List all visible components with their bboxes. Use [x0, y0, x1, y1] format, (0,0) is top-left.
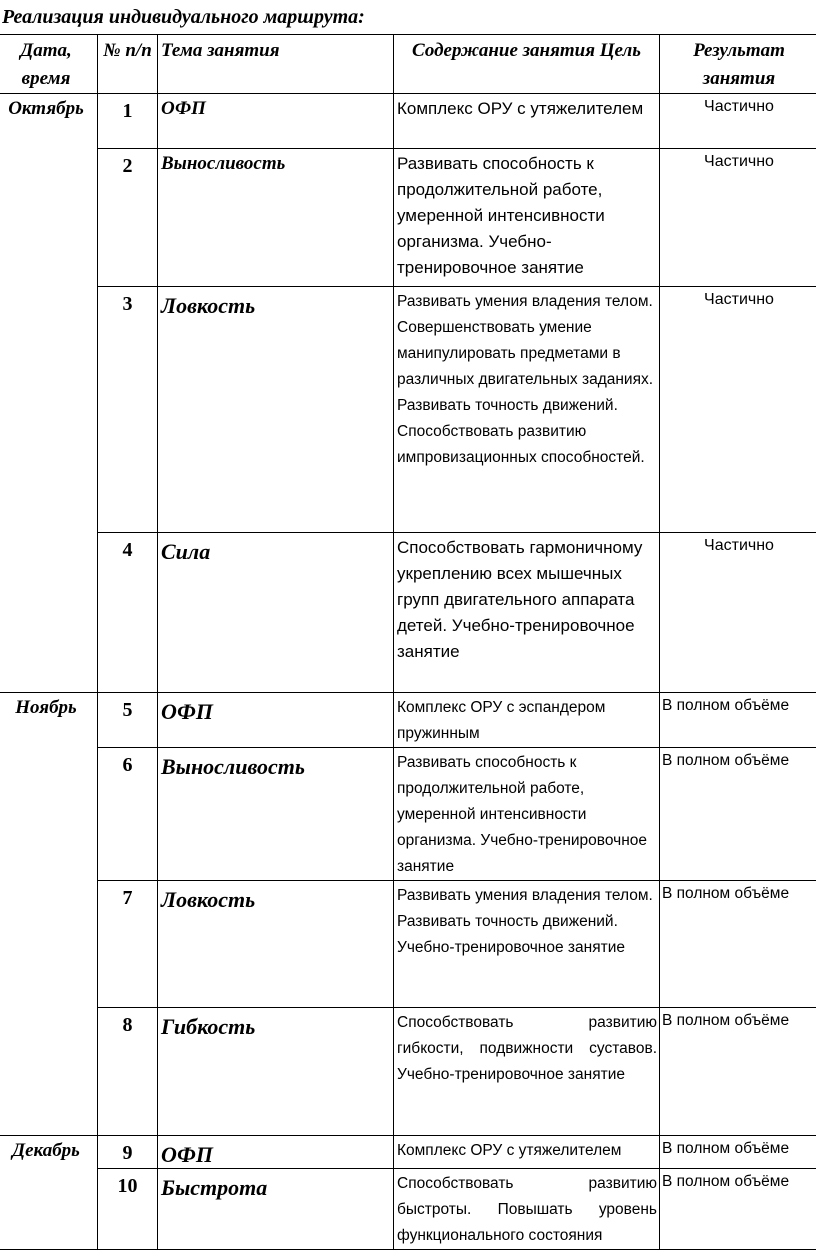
month-cell: Декабрь [0, 1136, 98, 1250]
table-row [0, 1136, 816, 1169]
row-result: В полном объёме [660, 1136, 816, 1169]
row-topic: ОФП [158, 94, 394, 149]
row-topic: Ловкость [158, 881, 394, 1008]
row-content: Комплекс ОРУ с утяжелителем [394, 1136, 660, 1169]
table-row [0, 881, 816, 1008]
row-result: Частично [660, 149, 816, 287]
table-header-row [0, 35, 816, 94]
header-content: Содержание занятия Цель [394, 35, 660, 94]
row-number: 10 [98, 1169, 158, 1250]
row-result: Частично [660, 94, 816, 149]
row-result: В полном объёме [660, 748, 816, 881]
row-topic: Выносливость [158, 149, 394, 287]
table-row [0, 693, 816, 748]
row-result: Частично [660, 533, 816, 693]
row-result: В полном объёме [660, 693, 816, 748]
row-number: 9 [98, 1136, 158, 1169]
row-content: Развивать способность к продолжительной работе, умеренной интенсивности организма. Учебно-тренировочное занятие [394, 149, 660, 287]
row-content: Развивать умения владения телом. Совершенствовать умение манипулировать предметами в различных двигательных заданиях. Развивать точность движений. Способствовать развитию импровизационных способностей. [394, 287, 660, 533]
row-content: Комплекс ОРУ с эспандером пружинным [394, 693, 660, 748]
row-number: 2 [98, 149, 158, 287]
row-content: Способствовать гармоничному укреплению всех мышечных групп двигательного аппарата детей. Учебно-тренировочное занятие [394, 533, 660, 693]
row-content: Способствовать развитию гибкости, подвижности суставов. Учебно-тренировочное занятие [394, 1008, 660, 1136]
row-topic: Ловкость [158, 287, 394, 533]
table-row [0, 94, 816, 149]
table-row [0, 287, 816, 533]
row-topic: Сила [158, 533, 394, 693]
table-row [0, 149, 816, 287]
row-result: В полном объёме [660, 881, 816, 1008]
table-row [0, 748, 816, 881]
row-number: 3 [98, 287, 158, 533]
row-number: 8 [98, 1008, 158, 1136]
month-cell: Октябрь [0, 94, 98, 693]
row-result: В полном объёме [660, 1169, 816, 1250]
row-number: 1 [98, 94, 158, 149]
row-content: Способствовать развитию быстроты. Повышать уровень функционального состояния [394, 1169, 660, 1250]
header-topic: Тема занятия [158, 35, 394, 94]
header-num: № п/п [98, 35, 158, 94]
row-number: 7 [98, 881, 158, 1008]
row-result: В полном объёме [660, 1008, 816, 1136]
table-row [0, 533, 816, 693]
row-content: Комплекс ОРУ с утяжелителем [394, 94, 660, 149]
row-number: 6 [98, 748, 158, 881]
row-number: 5 [98, 693, 158, 748]
header-result: Результат занятия [660, 35, 816, 94]
row-topic: Выносливость [158, 748, 394, 881]
table-row [0, 1169, 816, 1250]
row-content: Развивать способность к продолжительной работе, умеренной интенсивности организма. Учебно-тренировочное занятие [394, 748, 660, 881]
row-content: Развивать умения владения телом. Развивать точность движений. Учебно-тренировочное занятие [394, 881, 660, 1008]
route-table [0, 34, 816, 1250]
row-topic: Быстрота [158, 1169, 394, 1250]
month-cell: Ноябрь [0, 693, 98, 1136]
row-topic: ОФП [158, 693, 394, 748]
row-result: Частично [660, 287, 816, 533]
document-heading: Реализация индивидуального маршрута: [2, 6, 365, 29]
table-row [0, 1008, 816, 1136]
row-number: 4 [98, 533, 158, 693]
row-topic: Гибкость [158, 1008, 394, 1136]
header-date: Дата, время [0, 35, 98, 94]
row-topic: ОФП [158, 1136, 394, 1169]
